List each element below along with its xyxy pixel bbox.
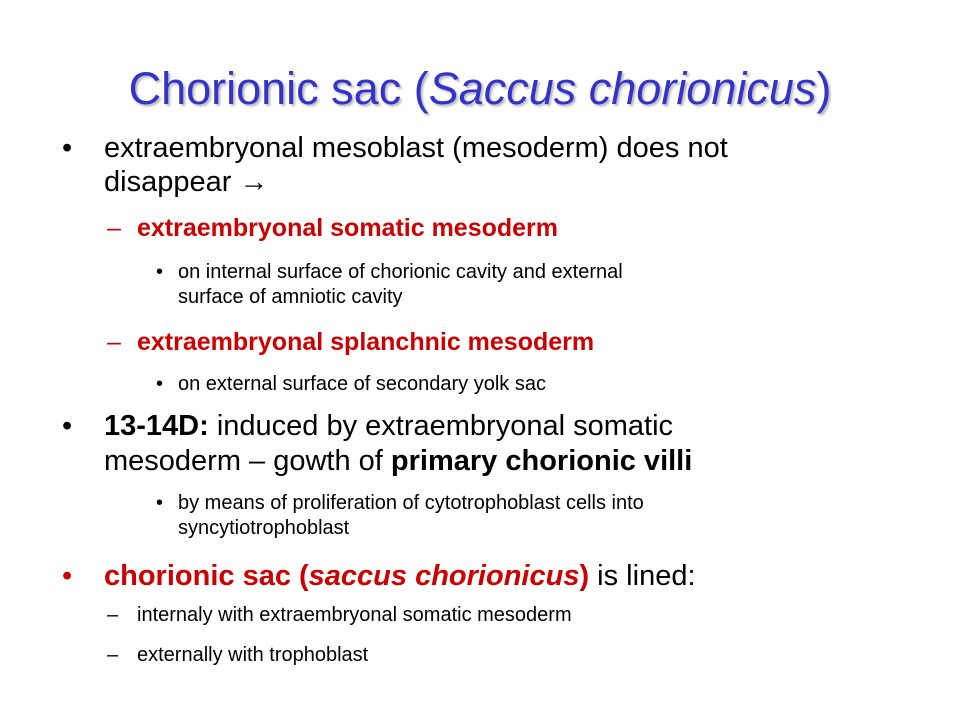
sub-item-external-lining: externally with trophoblast <box>137 644 369 666</box>
chorionic-sac-term <box>104 560 589 592</box>
bullet-2-line-2-text: mesoderm – gowth of <box>104 445 391 477</box>
title-close-paren: ) <box>816 63 832 114</box>
bullet-2-line-2 <box>104 443 692 479</box>
day-range-label: 13-14D: <box>104 410 209 442</box>
sub-item-somatic-mesoderm: extraembryonal somatic mesoderm <box>137 214 559 242</box>
bullet-2-line-1-rest: induced by extraembryonal somatic <box>208 410 674 442</box>
chorionic-sac-text: chorionic sac ( <box>104 560 309 592</box>
sub-bullet-marker: • <box>156 261 164 283</box>
chorionic-sac-latin: saccus chorionicus <box>308 560 580 592</box>
bullet-marker: • <box>62 560 73 592</box>
bullet-1-line-2: disappear → <box>104 166 269 198</box>
dash-marker: – <box>107 644 119 666</box>
dash-marker: – <box>107 604 119 626</box>
sub-sub-item-1-line-1: on internal surface of chorionic cavity and external <box>178 261 623 283</box>
dash-marker: – <box>107 214 121 242</box>
sub-sub-item-1-line-2: surface of amniotic cavity <box>178 286 403 308</box>
sub-item-internal-lining: internaly with extraembryonal somatic mesoderm <box>137 604 572 626</box>
sub-item-splanchnic-mesoderm: extraembryonal splanchnic mesoderm <box>137 328 595 356</box>
bullet-3 <box>104 558 696 594</box>
dash-marker: – <box>107 328 121 356</box>
bullet-2-line-1 <box>104 408 673 444</box>
chorionic-sac-close: ) <box>579 560 590 592</box>
sub-bullet-marker: • <box>156 492 164 514</box>
sub-bullet-marker: • <box>156 373 164 395</box>
bullet-marker: • <box>62 132 73 164</box>
title-text: Chorionic sac ( <box>128 63 429 114</box>
title-latin-term: Saccus chorionicus <box>428 63 817 114</box>
bullet-marker: • <box>62 410 73 442</box>
bullet-3-tail: is lined: <box>589 560 696 592</box>
primary-villi-term: primary chorionic villi <box>390 445 693 477</box>
sub-sub-item-3-line-2: syncytiotrophoblast <box>178 517 350 539</box>
sub-sub-item-3-line-1: by means of proliferation of cytotrophoblast cells into <box>178 492 644 514</box>
slide-title <box>0 62 960 116</box>
sub-sub-item-2: on external surface of secondary yolk sac <box>178 373 546 395</box>
bullet-1-line-1: extraembryonal mesoblast (mesoderm) does not <box>104 132 728 164</box>
